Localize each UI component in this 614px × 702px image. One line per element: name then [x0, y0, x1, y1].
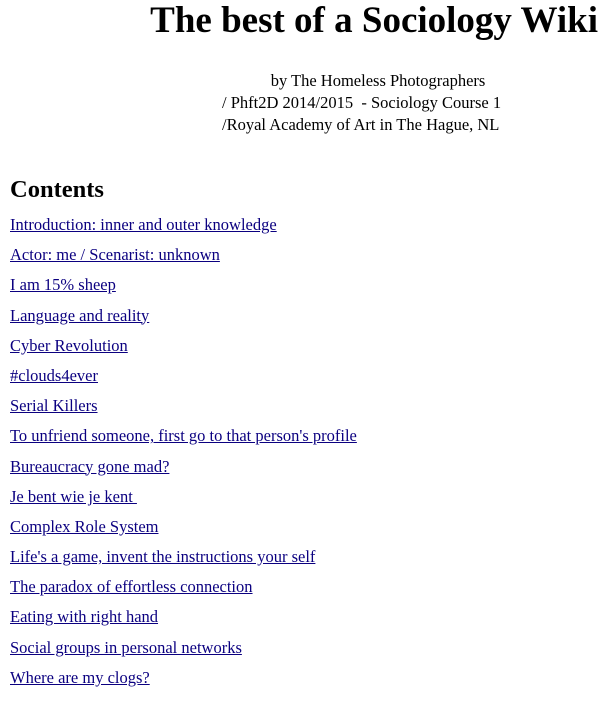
contents-heading: Contents: [10, 176, 104, 203]
toc-link-paradox-connection[interactable]: The paradox of effortless connection: [10, 577, 253, 597]
toc-item: [10, 304, 357, 334]
toc-link-cyber-revolution[interactable]: Cyber Revolution: [10, 335, 128, 355]
toc-item: [10, 364, 357, 394]
toc-link-introduction[interactable]: Introduction: inner and outer knowledge: [10, 215, 277, 234]
toc-item: [10, 575, 357, 605]
toc-link-language-reality[interactable]: Language and reality: [10, 305, 150, 325]
toc-link-actor-scenarist[interactable]: Actor: me / Scenarist: unknown: [10, 245, 220, 265]
toc-item: [10, 666, 357, 696]
byline-course: / Phft2D 2014/2015 - Sociology Course 1: [222, 93, 502, 112]
toc-link-clouds4ever[interactable]: #clouds4ever: [10, 365, 98, 385]
toc-item: [10, 424, 357, 454]
toc-item: [10, 545, 357, 575]
byline: [222, 70, 534, 136]
toc-item: [10, 273, 357, 303]
byline-institution: /Royal Academy of Art in The Hague, NL: [222, 115, 500, 134]
toc-link-clogs[interactable]: Where are my clogs?: [10, 667, 150, 687]
toc-item: [10, 515, 357, 545]
page-title: The best of a Sociology Wiki: [150, 0, 598, 41]
table-of-contents: [10, 213, 357, 696]
toc-link-unfriend[interactable]: To unfriend someone, first go to that person's profile: [10, 426, 357, 446]
toc-link-eating-right-hand[interactable]: Eating with right hand: [10, 607, 159, 627]
toc-link-serial-killers[interactable]: Serial Killers: [10, 396, 98, 416]
toc-item: [10, 243, 357, 273]
toc-item: [10, 485, 357, 515]
toc-link-sheep[interactable]: I am 15% sheep: [10, 275, 116, 295]
toc-item: [10, 605, 357, 635]
toc-link-je-bent-wie-je-kent[interactable]: Je bent wie je kent: [10, 486, 137, 506]
toc-item: [10, 636, 357, 666]
toc-link-lifes-a-game[interactable]: Life's a game, invent the instructions your self: [10, 547, 316, 567]
toc-item: [10, 213, 357, 243]
byline-authors: by The Homeless Photographers: [270, 71, 486, 90]
toc-link-complex-role-system[interactable]: Complex Role System: [10, 516, 159, 536]
toc-item: [10, 455, 357, 485]
toc-link-bureaucracy[interactable]: Bureaucracy gone mad?: [10, 456, 170, 476]
toc-link-social-groups[interactable]: Social groups in personal networks: [10, 637, 242, 657]
toc-item: [10, 334, 357, 364]
toc-item: [10, 394, 357, 424]
